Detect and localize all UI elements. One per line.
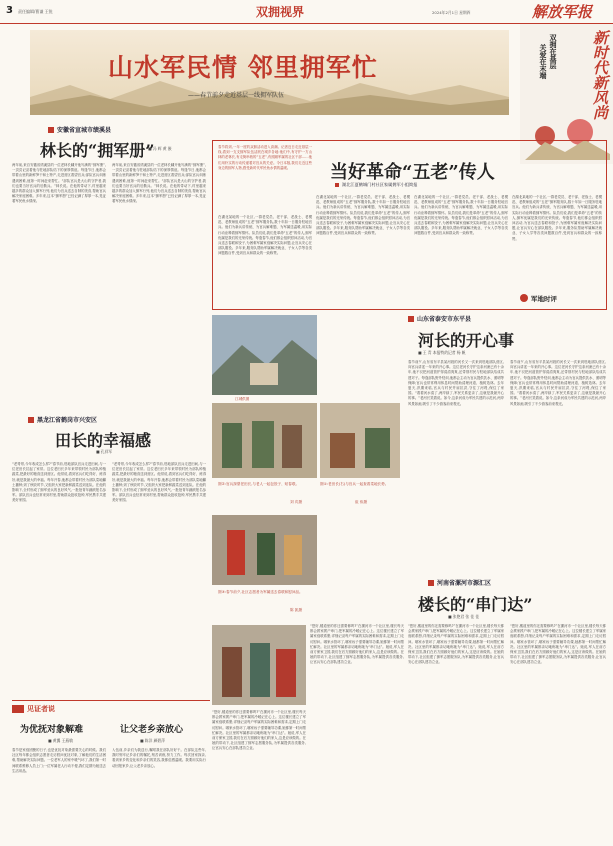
photo-mid: [212, 403, 317, 478]
page-number: 3: [6, 5, 13, 16]
bottom-right-title: 让父老乡亲放心: [120, 725, 184, 735]
editor-note: 春节将到,一年一度的双拥活动进入高潮。记者近日走近基层一线,看到一支支拥军队伍活跃在城乡各地:他们中,有守护一方山林的老林长,有走街串巷的“五老”,有照顾军属的社区干部……他们用朴实的行动传递着对官兵的关爱。今日本版,我们走近这些身边的拥军人物,感受新时代军民鱼水情的温暖。: [218, 145, 312, 170]
square-bullet-icon: [28, 417, 34, 423]
mountain-scene-icon: [212, 315, 317, 395]
square-bullet-icon: [48, 127, 54, 133]
story4-dateline: 山东省泰安市东平县: [408, 314, 471, 323]
story5-body-col0: “您好,楼道里的你还需要修吗?”在漯河市一个社区里,楼长每天都会挨家挨户串门,把军属的冷暖记在心上。这位楼长建立了军属家庭联系册,详细记录每户军属的实际困难和需求,定期上门走访慰问。哪家水管坏了,哪家孩子需要辅导功课,她都第一时间帮忙解决。社区里的军属都亲切地称她为“串门达”。她说,军人在前方保家卫国,我们在后方照顾好他们的家人,这是应该做的。在她的带动下,社区组建了拥军志愿服务队,为军属提供各类服务,让官兵安心在部队建功立业。: [212, 710, 306, 751]
story2-title: 当好革命“五老”传人: [330, 162, 495, 183]
bottom-right-byline: ■ 陈洋 颜碧萍: [140, 738, 165, 743]
caption-bot: 图③:春节前夕,社区志愿者为军属送去春联和慰问品。: [218, 590, 303, 594]
story3-caption-credit: 崔 伟摄: [355, 500, 367, 504]
photo-top: [212, 315, 317, 395]
story4-body-col2: 春节前夕,山东省东平县某河段的河长又一次来到驻地部队营区,向官兵讲述一年来的开心事。这位老河长守护这条河流已有十余年,他不仅把河道管护得清清爽爽,还带领村民与驻地部队结成共建对子。每逢部队野外驻训,他都会主动为官兵提供饮水、照明等保障;官兵也常常利用休息时间帮助清理河道、植树造林。去年夏天,汛期来临,官兵与村民并肩抗洪,守住了河堤,保住了家园。“看着河水清了,两岸绿了,军民关系更亲了,这就是我最开心的事。”老河长笑着说。如今,这条河成为军民共建的示范河,两岸风景如画,吸引了不少游客前来观光。: [510, 360, 606, 406]
story5-body-col3: “您好,楼道里的你还需要修吗?”在漯河市一个社区里,楼长每天都会挨家挨户串门,把军属的冷暖记在心上。这位楼长建立了军属家庭联系册,详细记录每户军属的实际困难和需求,定期上门走访慰问。哪家水管坏了,哪家孩子需要辅导功课,她都第一时间帮忙解决。社区里的军属都亲切地称她为“串门达”。她说,军人在前方保家卫国,我们在后方照顾好他们的家人,这是应该做的。在她的带动下,社区组建了拥军志愿服务队,为军属提供各类服务,让官兵安心在部队建功立业。: [510, 624, 606, 665]
caption-top: 江城供图: [235, 397, 250, 401]
bottom-left-title: 为优抚对象解难: [20, 725, 84, 735]
story5-body-col1: “您好,楼道里的你还需要修吗?”在漯河市一个社区里,楼长每天都会挨家挨户串门,把军属的冷暖记在心上。这位楼长建立了军属家庭联系册,详细记录每户军属的实际困难和需求,定期上门走访慰问。哪家水管坏了,哪家孩子需要辅导功课,她都第一时间帮忙解决。社区里的军属都亲切地称她为“串门达”。她说,军人在前方保家卫国,我们在后方照顾好他们的家人,这是应该做的。在她的带动下,社区组建了拥军志愿服务队,为军属提供各类服务,让官兵安心在部队建功立业。: [310, 624, 404, 665]
story5-body-col2: “您好,楼道里的你还需要修吗?”在漯河市一个社区里,楼长每天都会挨家挨户串门,把军属的冷暖记在心上。这位楼长建立了军属家庭联系册,详细记录每户军属的实际困难和需求,定期上门走访慰问。哪家水管坏了,哪家孩子需要辅导功课,她都第一时间帮忙解决。社区里的军属都亲切地称她为“串门达”。她说,军人在前方保家卫国,我们在后方照顾好他们的家人,这是应该做的。在她的带动下,社区组建了拥军志愿服务队,为军属提供各类服务,让官兵安心在部队建功立业。: [408, 624, 504, 665]
masthead-logo: 解放军报: [532, 3, 593, 21]
story2-tag: 军地时评: [520, 292, 600, 304]
square-bullet-icon: [335, 183, 339, 187]
lead-body-col2: 两年前,来自安徽省绩溪县的一位老林长翻开他写满的“拥军册”,一页页记录着他与驻地部队结下的深厚情谊。每逢节日,他都会带着山里的新鲜笋干和土特产,走进营区看望官兵;部队官兵训练遇到困难,他第一时间赶来帮忙。“部队官兵是大山的守护者,我们也要当好官兵的后勤兵。”林长说。在他的带动下,村里越来越多的群众加入拥军行列,他们为官兵送去自制的美食,帮助官兵解决家庭困难。多年来,这本“拥军册”已经记满了厚厚一本,见证着军民鱼水情深。: [112, 163, 206, 204]
story3-title: 田长的幸福感: [55, 431, 152, 450]
story4-body-col1: 春节前夕,山东省东平县某河段的河长又一次来到驻地部队营区,向官兵讲述一年来的开心事。这位老河长守护这条河流已有十余年,他不仅把河道管护得清清爽爽,还带领村民与驻地部队结成共建对子。每逢部队野外驻训,他都会主动为官兵提供饮水、照明等保障;官兵也常常利用休息时间帮助清理河道、植树造林。去年夏天,汛期来临,官兵与村民并肩抗洪,守住了河堤,保住了家园。“看着河水清了,两岸绿了,军民关系更亲了,这就是我最开心的事。”老河长笑着说。如今,这条河成为军民共建的示范河,两岸风景如画,吸引了不少游客前来观光。: [408, 360, 504, 406]
photo-mid-right: [320, 403, 400, 478]
story5-byline: ■ 张艳君 张 佳 佳: [448, 614, 480, 619]
tag-block-icon: [12, 705, 24, 713]
volunteer-photo-icon: [212, 625, 306, 705]
circle-bullet-icon: [520, 294, 528, 302]
story2-body-col2: 在湖北某地的一个社区,一群老党员、老干部、老战士、老模范、老教师组成的“五老”拥军服务队,数十年如一日服务驻地官兵。他们为新兵讲传统、为官兵解难题、为军属送温暖,用实际行动诠释着拥军情怀。队员们说,我们是革命“五老”的传人,拥军优属是我们的光荣传统。每逢春节,他们都会组织慰问活动,为官兵送去春联和饺子,为困难军属家庭解决实际问题,让官兵安心在部队服役。多年来,服务队帮助军属解决就业、子女入学等各类问题数百件,受到官兵和群众的一致称赞。: [316, 195, 410, 236]
lead-body-col1: 两年前,来自安徽省绩溪县的一位老林长翻开他写满的“拥军册”,一页页记录着他与驻地部队结下的深厚情谊。每逢节日,他都会带着山里的新鲜笋干和土特产,走进营区看望官兵;部队官兵训练遇到困难,他第一时间赶来帮忙。“部队官兵是大山的守护者,我们也要当好官兵的后勤兵。”林长说。在他的带动下,村里越来越多的群众加入拥军行列,他们为官兵送去自制的美食,帮助官兵解决家庭困难。多年来,这本“拥军册”已经记满了厚厚一本,见证着军民鱼水情深。: [12, 163, 106, 204]
caption-mid: 图②:官兵探望老田长,与老人一起包饺子、贴春联。: [218, 482, 300, 486]
story5-dateline: 河南省漯河市源汇区: [428, 578, 491, 587]
banner-title: 山水军民情 邻里拥军忙: [108, 53, 378, 82]
story2-body-col3: 在湖北某地的一个社区,一群老党员、老干部、老战士、老模范、老教师组成的“五老”拥军服务队,数十年如一日服务驻地官兵。他们为新兵讲传统、为官兵解难题、为军属送温暖,用实际行动诠释着拥军情怀。队员们说,我们是革命“五老”的传人,拥军优属是我们的光荣传统。每逢春节,他们都会组织慰问活动,为官兵送去春联和饺子,为困难军属家庭解决实际问题,让官兵安心在部队服役。多年来,服务队帮助军属解决就业、子女入学等各类问题数百件,受到官兵和群众的一致称赞。: [414, 195, 508, 236]
story4-byline: ■ 王 青 本报特约记者 杨 帆: [418, 350, 466, 355]
story3-caption: 图①:老田长(右)与官兵一起查看菜地长势。: [320, 482, 389, 486]
section-title: 双拥视界: [256, 5, 305, 19]
story3-body-col2: “老哥哥,今年收成怎么样?”春节前,驻地部队官兵走进田间,与一位老田长拉起了家常。这位老田长多年来带领村民为部队种植蔬菜,把最好的粮食送到营区。他常说,看到官兵们吃得好、练得好,就是我最大的幸福。每年开春,他都会带着村民为部队菜地翻土播种;到了秋收时节,又组织大家把新鲜蔬菜送到连队。在他的影响下,全村形成了拥军爱兵的良好风气,一批批青年踊跃报名参军。部队官兵也经常来到村里,帮助群众抢收抢种,军民携手共建美好家园。: [112, 462, 206, 503]
story2-body-col1: 在湖北某地的一个社区,一群老党员、老干部、老战士、老模范、老教师组成的“五老”拥军服务队,数十年如一日服务驻地官兵。他们为新兵讲传统、为官兵解难题、为军属送温暖,用实际行动诠释着拥军情怀。队员们说,我们是革命“五老”的传人,拥军优属是我们的光荣传统。每逢春节,他们都会组织慰问活动,为官兵送去春联和饺子,为困难军属家庭解决实际问题,让官兵安心在部队服役。多年来,服务队帮助军属解决就业、子女入学等各类问题数百件,受到官兵和群众的一致称赞。: [218, 215, 312, 256]
photo-bot: [212, 515, 317, 585]
story3-dateline: 黑龙江省鹤岗市兴安区: [28, 415, 97, 424]
banner: [30, 30, 509, 115]
caption-bot-credit: 陈 凯摄: [290, 608, 302, 612]
soldiers-photo-icon: [212, 403, 317, 478]
caption-mid-credit: 刘 宾摄: [290, 500, 302, 504]
page-date: 2024年2月1日 星期四: [432, 10, 471, 15]
side-col-2: 关爱在末端: [539, 44, 547, 79]
community-photo-icon: [212, 515, 317, 585]
story5-title: 楼长的“串门达”: [418, 595, 533, 614]
square-bullet-icon: [428, 580, 434, 586]
side-col-1: 双拥在基层: [549, 34, 557, 69]
lead-byline: ■ 冯 辉 黄 嵌: [148, 146, 172, 151]
page-editors: 责任编辑/曹谦 王锐: [18, 9, 53, 14]
side-art-title: 新时代新风尚: [591, 30, 609, 120]
bottom-right-body: 入伍前,乡亲们为我送行,嘱咐我在部队好好干。在部队这些年,我时刻牢记乡亲们的嘱托,刻苦训练,努力工作。每次回家探亲,看到家乡的变化和乡亲们的笑容,我都倍感温暖。我要用实际行动回报家乡,让父老乡亲放心。: [112, 748, 206, 768]
square-bullet-icon: [408, 316, 414, 322]
lead-title: 林长的“拥军册”: [40, 141, 155, 160]
bottom-divider: [12, 700, 210, 701]
bottom-left-body: 春节是家庭团聚的日子,也是优抚对象最需要关心的时候。我们社区每年都会组织志愿者走访慰问优抚对象,了解他们的生活困难,帮助解决实际问题。一位老军人的家中暖气坏了,我们第一时间联系维修人员上门;一位军属老人行动不便,我们定期为她送去生活用品。: [12, 748, 106, 773]
story2-dateline: 湖北江夏鹤城门村社区家属拥军小组简报: [335, 182, 417, 188]
story3-body-col1: “老哥哥,今年收成怎么样?”春节前,驻地部队官兵走进田间,与一位老田长拉起了家常。这位老田长多年来带领村民为部队种植蔬菜,把最好的粮食送到营区。他常说,看到官兵们吃得好、练得好,就是我最大的幸福。每年开春,他都会带着村民为部队菜地翻土播种;到了秋收时节,又组织大家把新鲜蔬菜送到连队。在他的影响下,全村形成了拥军爱兵的良好风气,一批批青年踊跃报名参军。部队官兵也经常来到村里,帮助群众抢收抢种,军民携手共建美好家园。: [12, 462, 106, 503]
bottom-left-byline: ■ 黄翼 王燕敏: [48, 738, 73, 743]
story2-body-col4: 在湖北某地的一个社区,一群老党员、老干部、老战士、老模范、老教师组成的“五老”拥军服务队,数十年如一日服务驻地官兵。他们为新兵讲传统、为官兵解难题、为军属送温暖,用实际行动诠释着拥军情怀。队员们说,我们是革命“五老”的传人,拥军优属是我们的光荣传统。每逢春节,他们都会组织慰问活动,为官兵送去春联和饺子,为困难军属家庭解决实际问题,让官兵安心在部队服役。多年来,服务队帮助军属解决就业、子女入学等各类问题数百件,受到官兵和群众的一致称赞。: [512, 195, 602, 241]
story4-title: 河长的开心事: [418, 331, 515, 350]
story3-byline: ■ 孔祥军: [96, 449, 113, 454]
photo-story5: [212, 625, 306, 705]
bottom-section-tag: 见证者说: [12, 704, 55, 714]
lead-dateline: 安徽省宣城市绩溪县: [48, 125, 111, 134]
village-photo-icon: [320, 403, 400, 478]
page-header: [0, 0, 613, 24]
banner-subtitle: ——春节前夕走近基层一线拥军队伍: [188, 92, 285, 99]
